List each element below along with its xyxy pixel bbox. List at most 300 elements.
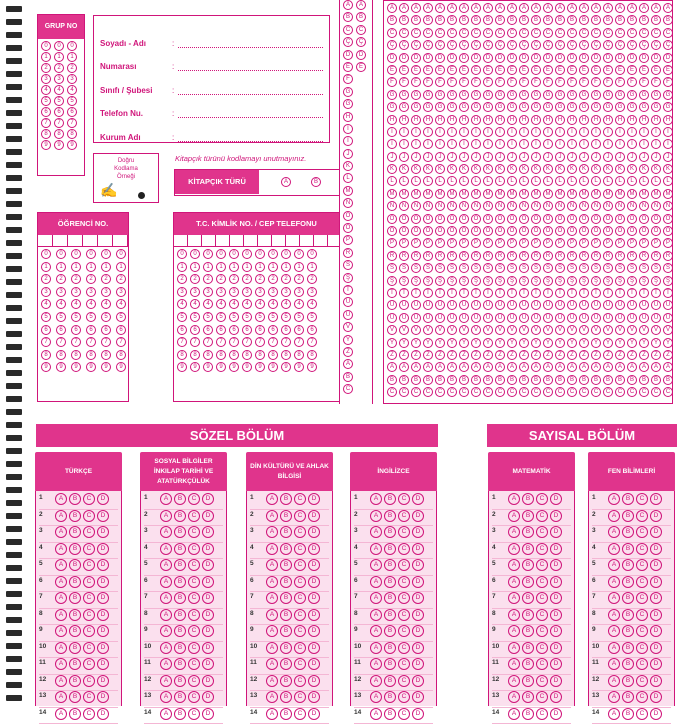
- letter-bubble[interactable]: Ü: [651, 313, 661, 323]
- letter-bubble[interactable]: I: [495, 127, 505, 137]
- letter-bubble[interactable]: H: [471, 115, 481, 125]
- personal-field-input[interactable]: [178, 108, 323, 118]
- answer-bubble[interactable]: A: [55, 642, 67, 654]
- digit-bubble[interactable]: 0: [216, 249, 226, 259]
- letter-bubble[interactable]: F: [519, 77, 529, 87]
- digit-bubble[interactable]: 7: [41, 118, 51, 128]
- answer-bubble[interactable]: C: [83, 559, 95, 571]
- answer-bubble[interactable]: D: [650, 642, 662, 654]
- letter-bubble[interactable]: O: [519, 214, 529, 224]
- letter-bubble[interactable]: D: [651, 53, 661, 63]
- letter-bubble[interactable]: Ş: [627, 276, 637, 286]
- letter-bubble[interactable]: N: [591, 201, 601, 211]
- digit-bubble[interactable]: 1: [203, 262, 213, 272]
- digit-bubble[interactable]: 1: [216, 262, 226, 272]
- letter-bubble[interactable]: B: [483, 375, 493, 385]
- letter-bubble[interactable]: Z: [447, 350, 457, 360]
- letter-bubble[interactable]: J: [555, 152, 565, 162]
- letter-bubble[interactable]: G: [495, 90, 505, 100]
- letter-bubble[interactable]: Ü: [555, 313, 565, 323]
- letter-bubble[interactable]: D: [459, 53, 469, 63]
- letter-bubble[interactable]: R: [627, 251, 637, 261]
- letter-bubble[interactable]: B: [531, 15, 541, 25]
- letter-bubble[interactable]: J: [411, 152, 421, 162]
- letter-bubble[interactable]: H: [343, 112, 353, 122]
- letter-bubble[interactable]: Ü: [663, 313, 673, 323]
- letter-bubble[interactable]: K: [555, 164, 565, 174]
- answer-bubble[interactable]: C: [636, 625, 648, 637]
- letter-bubble[interactable]: Ş: [343, 273, 353, 283]
- answer-bubble[interactable]: B: [522, 609, 534, 621]
- digit-bubble[interactable]: 1: [67, 52, 77, 62]
- letter-bubble[interactable]: F: [471, 77, 481, 87]
- letter-bubble[interactable]: Ğ: [459, 102, 469, 112]
- answer-bubble[interactable]: B: [280, 526, 292, 538]
- letter-bubble[interactable]: H: [519, 115, 529, 125]
- letter-bubble[interactable]: B: [651, 15, 661, 25]
- answer-bubble[interactable]: D: [308, 576, 320, 588]
- answer-bubble[interactable]: C: [636, 526, 648, 538]
- letter-bubble[interactable]: D: [447, 53, 457, 63]
- letter-bubble[interactable]: I: [531, 127, 541, 137]
- digit-bubble[interactable]: 7: [255, 337, 265, 347]
- answer-bubble[interactable]: A: [55, 691, 67, 703]
- letter-bubble[interactable]: H: [603, 115, 613, 125]
- letter-bubble[interactable]: Y: [387, 338, 397, 348]
- letter-bubble[interactable]: C: [651, 387, 661, 397]
- answer-bubble[interactable]: D: [650, 609, 662, 621]
- letter-bubble[interactable]: B: [435, 375, 445, 385]
- letter-bubble[interactable]: Y: [459, 338, 469, 348]
- letter-bubble[interactable]: G: [543, 90, 553, 100]
- letter-bubble[interactable]: G: [603, 90, 613, 100]
- letter-bubble[interactable]: K: [459, 164, 469, 174]
- answer-bubble[interactable]: D: [97, 543, 109, 555]
- letter-bubble[interactable]: L: [411, 176, 421, 186]
- digit-bubble[interactable]: 5: [101, 312, 111, 322]
- personal-field-input[interactable]: [178, 61, 323, 71]
- letter-bubble[interactable]: N: [627, 201, 637, 211]
- letter-bubble[interactable]: A: [519, 3, 529, 13]
- letter-bubble[interactable]: R: [651, 251, 661, 261]
- letter-bubble[interactable]: Ö: [567, 226, 577, 236]
- answer-bubble[interactable]: A: [508, 526, 520, 538]
- answer-bubble[interactable]: D: [650, 592, 662, 604]
- letter-bubble[interactable]: B: [639, 15, 649, 25]
- letter-bubble[interactable]: Y: [603, 338, 613, 348]
- letter-bubble[interactable]: A: [343, 0, 353, 10]
- answer-bubble[interactable]: B: [174, 559, 186, 571]
- letter-bubble[interactable]: C: [387, 387, 397, 397]
- answer-bubble[interactable]: C: [398, 675, 410, 687]
- answer-bubble[interactable]: C: [83, 576, 95, 588]
- letter-bubble[interactable]: Ç: [459, 40, 469, 50]
- answer-bubble[interactable]: A: [266, 675, 278, 687]
- letter-bubble[interactable]: D: [591, 53, 601, 63]
- digit-bubble[interactable]: 8: [190, 350, 200, 360]
- answer-bubble[interactable]: A: [508, 493, 520, 505]
- letter-bubble[interactable]: C: [471, 28, 481, 38]
- letter-bubble[interactable]: O: [543, 214, 553, 224]
- digit-bubble[interactable]: 7: [41, 337, 51, 347]
- letter-bubble[interactable]: S: [483, 263, 493, 273]
- letter-bubble[interactable]: C: [483, 28, 493, 38]
- answer-bubble[interactable]: D: [550, 526, 562, 538]
- letter-bubble[interactable]: Ö: [603, 226, 613, 236]
- digit-bubble[interactable]: 7: [216, 337, 226, 347]
- letter-bubble[interactable]: V: [663, 325, 673, 335]
- letter-bubble[interactable]: L: [387, 176, 397, 186]
- letter-bubble[interactable]: C: [435, 28, 445, 38]
- answer-bubble[interactable]: A: [160, 526, 172, 538]
- letter-bubble[interactable]: V: [495, 325, 505, 335]
- letter-bubble[interactable]: R: [519, 251, 529, 261]
- answer-bubble[interactable]: A: [508, 543, 520, 555]
- letter-bubble[interactable]: Y: [447, 338, 457, 348]
- digit-bubble[interactable]: 1: [177, 262, 187, 272]
- answer-bubble[interactable]: C: [536, 625, 548, 637]
- answer-bubble[interactable]: C: [636, 592, 648, 604]
- answer-bubble[interactable]: A: [608, 493, 620, 505]
- letter-bubble[interactable]: Ğ: [387, 102, 397, 112]
- digit-bubble[interactable]: 7: [116, 337, 126, 347]
- letter-bubble[interactable]: K: [591, 164, 601, 174]
- answer-bubble[interactable]: B: [522, 691, 534, 703]
- letter-bubble[interactable]: Z: [507, 350, 517, 360]
- letter-bubble[interactable]: Ğ: [603, 102, 613, 112]
- letter-bubble[interactable]: L: [447, 176, 457, 186]
- letter-bubble[interactable]: P: [567, 238, 577, 248]
- digit-bubble[interactable]: 9: [67, 140, 77, 150]
- letter-bubble[interactable]: Ü: [639, 313, 649, 323]
- letter-bubble[interactable]: T: [567, 288, 577, 298]
- letter-bubble[interactable]: T: [651, 288, 661, 298]
- answer-bubble[interactable]: A: [370, 576, 382, 588]
- digit-bubble[interactable]: 2: [294, 274, 304, 284]
- letter-bubble[interactable]: R: [495, 251, 505, 261]
- letter-bubble[interactable]: Z: [399, 350, 409, 360]
- letter-bubble[interactable]: Y: [543, 338, 553, 348]
- letter-bubble[interactable]: I: [519, 127, 529, 137]
- letter-bubble[interactable]: D: [531, 53, 541, 63]
- letter-bubble[interactable]: M: [591, 189, 601, 199]
- answer-bubble[interactable]: C: [83, 658, 95, 670]
- letter-bubble[interactable]: N: [603, 201, 613, 211]
- letter-bubble[interactable]: I: [639, 127, 649, 137]
- letter-bubble[interactable]: A: [399, 362, 409, 372]
- digit-bubble[interactable]: 3: [268, 287, 278, 297]
- answer-bubble[interactable]: D: [202, 675, 214, 687]
- letter-bubble[interactable]: A: [627, 3, 637, 13]
- answer-bubble[interactable]: B: [522, 642, 534, 654]
- digit-bubble[interactable]: 8: [116, 350, 126, 360]
- answer-bubble[interactable]: C: [83, 691, 95, 703]
- letter-bubble[interactable]: A: [603, 362, 613, 372]
- letter-bubble[interactable]: G: [399, 90, 409, 100]
- answer-bubble[interactable]: B: [384, 625, 396, 637]
- letter-bubble[interactable]: O: [651, 214, 661, 224]
- letter-bubble[interactable]: V: [639, 325, 649, 335]
- answer-bubble[interactable]: C: [398, 609, 410, 621]
- answer-bubble[interactable]: D: [650, 493, 662, 505]
- letter-bubble[interactable]: C: [459, 387, 469, 397]
- letter-bubble[interactable]: I: [579, 127, 589, 137]
- answer-bubble[interactable]: B: [622, 493, 634, 505]
- digit-bubble[interactable]: 0: [177, 249, 187, 259]
- letter-bubble[interactable]: İ: [579, 139, 589, 149]
- answer-bubble[interactable]: D: [550, 559, 562, 571]
- letter-bubble[interactable]: S: [471, 263, 481, 273]
- letter-bubble[interactable]: L: [471, 176, 481, 186]
- answer-bubble[interactable]: A: [160, 559, 172, 571]
- letter-bubble[interactable]: V: [471, 325, 481, 335]
- answer-bubble[interactable]: A: [370, 609, 382, 621]
- letter-bubble[interactable]: M: [471, 189, 481, 199]
- answer-bubble[interactable]: B: [174, 576, 186, 588]
- letter-bubble[interactable]: C: [447, 387, 457, 397]
- answer-bubble[interactable]: B: [69, 592, 81, 604]
- letter-bubble[interactable]: S: [615, 263, 625, 273]
- letter-bubble[interactable]: C: [483, 387, 493, 397]
- letter-bubble[interactable]: V: [343, 322, 353, 332]
- letter-bubble[interactable]: C: [423, 387, 433, 397]
- letter-bubble[interactable]: F: [495, 77, 505, 87]
- letter-bubble[interactable]: B: [495, 15, 505, 25]
- letter-bubble[interactable]: B: [411, 375, 421, 385]
- letter-bubble[interactable]: Ö: [447, 226, 457, 236]
- letter-bubble[interactable]: Ç: [639, 40, 649, 50]
- letter-bubble[interactable]: Z: [555, 350, 565, 360]
- letter-bubble[interactable]: B: [591, 375, 601, 385]
- letter-bubble[interactable]: L: [579, 176, 589, 186]
- answer-bubble[interactable]: D: [412, 510, 424, 522]
- digit-bubble[interactable]: 6: [216, 325, 226, 335]
- answer-bubble[interactable]: D: [650, 526, 662, 538]
- letter-bubble[interactable]: T: [663, 288, 673, 298]
- digit-bubble[interactable]: 5: [229, 312, 239, 322]
- letter-bubble[interactable]: D: [663, 53, 673, 63]
- digit-bubble[interactable]: 0: [67, 41, 77, 51]
- letter-bubble[interactable]: Ö: [411, 226, 421, 236]
- letter-bubble[interactable]: P: [447, 238, 457, 248]
- letter-bubble[interactable]: K: [531, 164, 541, 174]
- answer-bubble[interactable]: B: [69, 559, 81, 571]
- answer-bubble[interactable]: A: [160, 642, 172, 654]
- letter-bubble[interactable]: B: [627, 15, 637, 25]
- answer-bubble[interactable]: B: [622, 543, 634, 555]
- letter-bubble[interactable]: T: [627, 288, 637, 298]
- letter-bubble[interactable]: L: [483, 176, 493, 186]
- letter-bubble[interactable]: N: [495, 201, 505, 211]
- letter-bubble[interactable]: Ü: [519, 313, 529, 323]
- letter-bubble[interactable]: Z: [423, 350, 433, 360]
- letter-bubble[interactable]: Ğ: [519, 102, 529, 112]
- answer-bubble[interactable]: D: [412, 642, 424, 654]
- letter-bubble[interactable]: N: [471, 201, 481, 211]
- digit-bubble[interactable]: 4: [294, 299, 304, 309]
- digit-bubble[interactable]: 5: [281, 312, 291, 322]
- letter-bubble[interactable]: N: [639, 201, 649, 211]
- answer-bubble[interactable]: D: [308, 592, 320, 604]
- letter-bubble[interactable]: T: [615, 288, 625, 298]
- letter-bubble[interactable]: İ: [543, 139, 553, 149]
- digit-bubble[interactable]: 7: [177, 337, 187, 347]
- digit-bubble[interactable]: 3: [216, 287, 226, 297]
- answer-bubble[interactable]: A: [608, 526, 620, 538]
- letter-bubble[interactable]: C: [495, 387, 505, 397]
- digit-bubble[interactable]: 6: [101, 325, 111, 335]
- digit-bubble[interactable]: 0: [56, 249, 66, 259]
- digit-bubble[interactable]: 9: [255, 362, 265, 372]
- answer-bubble[interactable]: D: [308, 708, 320, 720]
- answer-bubble[interactable]: C: [536, 543, 548, 555]
- letter-bubble[interactable]: T: [387, 288, 397, 298]
- letter-bubble[interactable]: J: [651, 152, 661, 162]
- letter-bubble[interactable]: Z: [615, 350, 625, 360]
- letter-bubble[interactable]: Z: [387, 350, 397, 360]
- digit-bubble[interactable]: 6: [203, 325, 213, 335]
- letter-bubble[interactable]: K: [651, 164, 661, 174]
- digit-bubble[interactable]: 3: [203, 287, 213, 297]
- letter-bubble[interactable]: M: [603, 189, 613, 199]
- digit-bubble[interactable]: 2: [190, 274, 200, 284]
- answer-bubble[interactable]: D: [202, 543, 214, 555]
- answer-bubble[interactable]: B: [280, 625, 292, 637]
- letter-bubble[interactable]: L: [423, 176, 433, 186]
- digit-bubble[interactable]: 6: [41, 107, 51, 117]
- letter-bubble[interactable]: B: [447, 15, 457, 25]
- letter-bubble[interactable]: K: [471, 164, 481, 174]
- answer-bubble[interactable]: A: [55, 493, 67, 505]
- digit-bubble[interactable]: 2: [229, 274, 239, 284]
- letter-bubble[interactable]: Ğ: [567, 102, 577, 112]
- digit-bubble[interactable]: 1: [101, 262, 111, 272]
- letter-bubble[interactable]: N: [411, 201, 421, 211]
- letter-bubble[interactable]: G: [519, 90, 529, 100]
- answer-bubble[interactable]: D: [550, 675, 562, 687]
- answer-bubble[interactable]: B: [174, 592, 186, 604]
- letter-bubble[interactable]: A: [531, 3, 541, 13]
- letter-bubble[interactable]: Y: [423, 338, 433, 348]
- digit-bubble[interactable]: 0: [41, 41, 51, 51]
- letter-bubble[interactable]: R: [423, 251, 433, 261]
- letter-bubble[interactable]: I: [591, 127, 601, 137]
- letter-bubble[interactable]: Y: [399, 338, 409, 348]
- answer-bubble[interactable]: A: [370, 625, 382, 637]
- letter-bubble[interactable]: A: [651, 3, 661, 13]
- answer-bubble[interactable]: C: [636, 675, 648, 687]
- digit-bubble[interactable]: 5: [116, 312, 126, 322]
- letter-bubble[interactable]: U: [435, 300, 445, 310]
- digit-bubble[interactable]: 4: [268, 299, 278, 309]
- answer-bubble[interactable]: C: [636, 576, 648, 588]
- letter-bubble[interactable]: A: [356, 0, 366, 10]
- answer-bubble[interactable]: C: [188, 691, 200, 703]
- answer-bubble[interactable]: A: [160, 510, 172, 522]
- answer-bubble[interactable]: C: [398, 526, 410, 538]
- letter-bubble[interactable]: R: [663, 251, 673, 261]
- letter-bubble[interactable]: T: [343, 285, 353, 295]
- letter-bubble[interactable]: B: [343, 372, 353, 382]
- letter-bubble[interactable]: R: [615, 251, 625, 261]
- letter-bubble[interactable]: V: [411, 325, 421, 335]
- letter-bubble[interactable]: R: [567, 251, 577, 261]
- digit-bubble[interactable]: 7: [242, 337, 252, 347]
- letter-bubble[interactable]: N: [459, 201, 469, 211]
- answer-bubble[interactable]: C: [188, 609, 200, 621]
- letter-bubble[interactable]: Ş: [543, 276, 553, 286]
- digit-bubble[interactable]: 8: [67, 129, 77, 139]
- letter-bubble[interactable]: P: [399, 238, 409, 248]
- letter-bubble[interactable]: Ğ: [343, 99, 353, 109]
- letter-bubble[interactable]: C: [663, 387, 673, 397]
- letter-bubble[interactable]: Z: [471, 350, 481, 360]
- digit-bubble[interactable]: 5: [71, 312, 81, 322]
- letter-bubble[interactable]: D: [507, 53, 517, 63]
- answer-bubble[interactable]: C: [536, 493, 548, 505]
- digit-bubble[interactable]: 8: [86, 350, 96, 360]
- digit-bubble[interactable]: 7: [86, 337, 96, 347]
- letter-bubble[interactable]: Ğ: [627, 102, 637, 112]
- letter-bubble[interactable]: Ş: [567, 276, 577, 286]
- answer-bubble[interactable]: A: [55, 675, 67, 687]
- answer-bubble[interactable]: D: [412, 691, 424, 703]
- answer-bubble[interactable]: A: [266, 559, 278, 571]
- letter-bubble[interactable]: Ğ: [399, 102, 409, 112]
- letter-bubble[interactable]: S: [579, 263, 589, 273]
- letter-bubble[interactable]: M: [343, 186, 353, 196]
- letter-bubble[interactable]: U: [471, 300, 481, 310]
- answer-bubble[interactable]: B: [174, 543, 186, 555]
- answer-bubble[interactable]: B: [622, 675, 634, 687]
- letter-bubble[interactable]: G: [459, 90, 469, 100]
- answer-bubble[interactable]: C: [636, 493, 648, 505]
- letter-bubble[interactable]: S: [663, 263, 673, 273]
- letter-bubble[interactable]: C: [615, 28, 625, 38]
- letter-bubble[interactable]: I: [663, 127, 673, 137]
- digit-bubble[interactable]: 2: [54, 63, 64, 73]
- letter-bubble[interactable]: K: [663, 164, 673, 174]
- letter-bubble[interactable]: İ: [411, 139, 421, 149]
- letter-bubble[interactable]: M: [519, 189, 529, 199]
- letter-bubble[interactable]: T: [435, 288, 445, 298]
- letter-bubble[interactable]: O: [447, 214, 457, 224]
- answer-bubble[interactable]: C: [294, 576, 306, 588]
- answer-bubble[interactable]: B: [174, 691, 186, 703]
- letter-bubble[interactable]: P: [483, 238, 493, 248]
- letter-bubble[interactable]: E: [399, 65, 409, 75]
- answer-bubble[interactable]: D: [550, 658, 562, 670]
- letter-bubble[interactable]: I: [411, 127, 421, 137]
- letter-bubble[interactable]: M: [507, 189, 517, 199]
- answer-bubble[interactable]: A: [508, 691, 520, 703]
- letter-bubble[interactable]: Ü: [591, 313, 601, 323]
- letter-bubble[interactable]: R: [387, 251, 397, 261]
- letter-bubble[interactable]: U: [495, 300, 505, 310]
- letter-bubble[interactable]: F: [435, 77, 445, 87]
- letter-bubble[interactable]: S: [627, 263, 637, 273]
- personal-field-input[interactable]: [178, 38, 323, 48]
- letter-bubble[interactable]: A: [507, 362, 517, 372]
- letter-bubble[interactable]: E: [651, 65, 661, 75]
- answer-bubble[interactable]: A: [508, 592, 520, 604]
- digit-bubble[interactable]: 3: [255, 287, 265, 297]
- letter-bubble[interactable]: İ: [627, 139, 637, 149]
- letter-bubble[interactable]: M: [435, 189, 445, 199]
- letter-bubble[interactable]: B: [603, 375, 613, 385]
- answer-bubble[interactable]: B: [280, 493, 292, 505]
- answer-bubble[interactable]: B: [384, 543, 396, 555]
